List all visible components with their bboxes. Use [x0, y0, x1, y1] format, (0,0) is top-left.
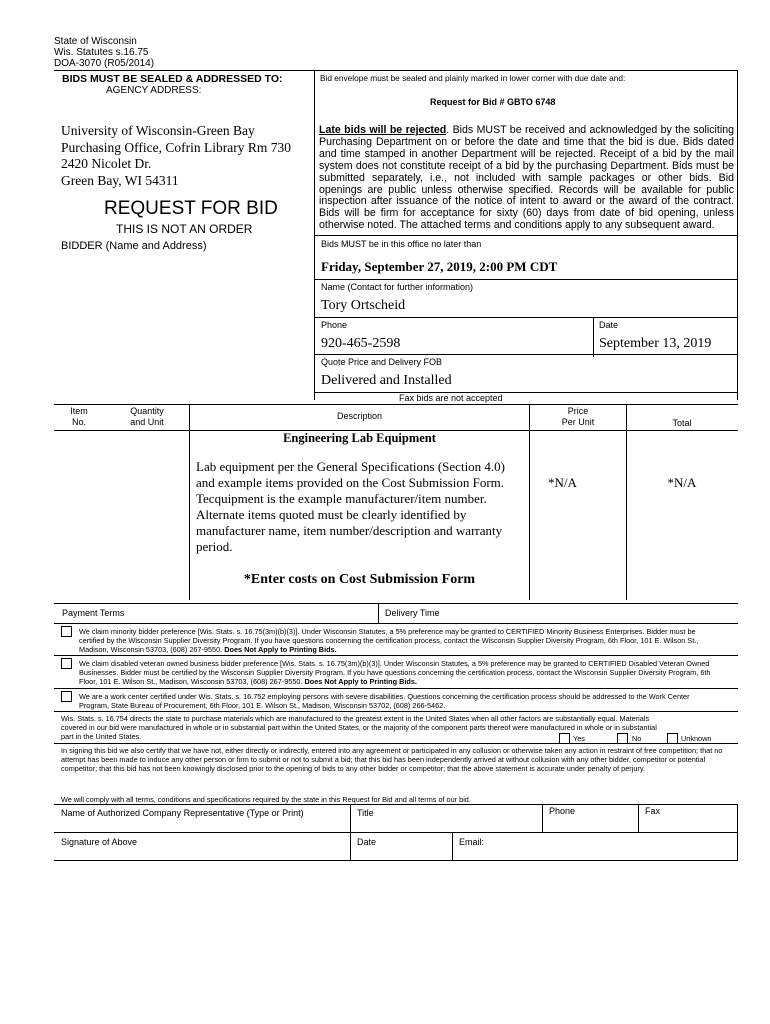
col-price-header: Price Per Unit — [561, 406, 595, 427]
col-total-header: Total — [672, 418, 692, 428]
fax-note: Fax bids are not accepted — [399, 393, 503, 403]
work-center-checkbox[interactable] — [61, 691, 72, 702]
date-value[interactable]: September 13, 2019 — [599, 336, 712, 351]
signature-label: Signature of Above — [61, 837, 138, 847]
late-bids-text: . Bids MUST be received and acknowledged by the soliciting Purchasing Department on or before the date and time that the bid is due. Bids dated and time stamped in another Department will be rejected. Receipt of a bid by the mail system does not constitute receipt of a bid by the purchasing Department. Bids must be submitted separately, i.e., not included with sample packages or other bids. Bid openings are public unless otherwise specified. Records will be available for public inspection after issuance of the notice of intent to award or the award of the contract. Bids will be firm for acceptance for sixty (60) days from date of bid opening, unless otherwise noted. The attached terms and conditions apply to any subsequent award. — [319, 124, 734, 232]
date-label: Date — [599, 320, 619, 330]
col-qty-header: Quantity and Unit — [130, 406, 164, 427]
phone-value[interactable]: 920-465-2598 — [321, 336, 401, 351]
price-per-unit[interactable]: *N/A — [548, 475, 577, 490]
delivery-time-label: Delivery Time — [385, 608, 440, 618]
item-heading: Engineering Lab Equipment — [283, 431, 436, 445]
cost-submission-note: *Enter costs on Cost Submission Form — [243, 572, 476, 587]
sig-date-label: Date — [357, 837, 377, 847]
minority-preference-checkbox[interactable] — [61, 626, 72, 637]
statute-ref: Wis. Statutes s.16.75 — [54, 47, 149, 58]
payment-terms-label: Payment Terms — [62, 608, 125, 618]
agency-address — [61, 123, 291, 189]
fob-value[interactable]: Delivered and Installed — [321, 373, 452, 388]
minority-bold: Does Not Apply to Printing Bids. — [224, 645, 337, 654]
us-made-yes-label: Yes — [573, 734, 585, 743]
col-desc-header: Description — [336, 411, 383, 421]
minority-text: We claim minority bidder preference [Wis. Stats. s. 16.75(3m)(b)(3)]. Under Wisconsin Statutes, a 5% preference may be granted to CERTIFIED Minority Business Enterprises. Bidder must be certified by the Wisconsin Supplier Diversity Program. If you have questions concerning the certification process, contact the Wisconsin Supplier Diversity Program, 6th Floor, 101 E. Wilson St., Madison, Wisconsin 53703, (608) 267-9550. — [79, 627, 699, 654]
envelope-note: Bid envelope must be sealed and plainly marked in lower corner with due date and: — [320, 73, 626, 83]
col-item-header: Item No. — [70, 406, 88, 427]
statute-754-text: Wis. Stats. s. 16.754 directs the state to purchase materials which are manufactured to the greatest extent in the United States when all other factors are substantially equal. Materials covered in our bid were manufactured in whole or in substantial part within the United States, or the majority of the component parts thereof were manufactured in whole or in substantial part in the United States. — [61, 714, 657, 741]
due-datetime[interactable]: Friday, September 27, 2019, 2:00 PM CDT — [321, 259, 558, 274]
bidder-label: BIDDER (Name and Address) — [61, 240, 207, 252]
contact-label: Name (Contact for further information) — [321, 282, 474, 292]
agency-address-label: AGENCY ADDRESS: — [106, 85, 202, 96]
sig-fax-label: Fax — [645, 806, 661, 816]
veteran-preference-text — [79, 659, 719, 686]
us-made-no-label: No — [632, 734, 642, 743]
phone-label: Phone — [321, 320, 348, 330]
late-bids-paragraph — [319, 125, 734, 232]
minority-preference-text — [79, 627, 719, 654]
work-center-text: We are a work center certified under Wis. Stats. s. 16.752 employing persons with severe disabilities. Questions concerning the certification process should be addressed to the Work Center Program, State Bureau of Procurement, 6th Floor, 101 E. Wilson St., Madison, Wisconsin 53702, (608) 266-5462. — [79, 692, 690, 710]
veteran-bold: Does Not Apply to Printing Bids. — [304, 677, 417, 686]
request-for-bid-title: REQUEST FOR BID — [104, 198, 278, 219]
title-label: Title — [357, 808, 374, 818]
contact-name[interactable]: Tory Ortscheid — [321, 298, 406, 313]
certification-text: In signing this bid we also certify that we have not, either directly or indirectly, entered into any agreement or participated in any collusion or otherwise taken any action in restraint of free competition; that no attempt has been made to induce any other person or firm to submit or not to submit a bid; that this bid has been independently arrived at without collusion with any other bidder, competitor or potential competitor; that this bid has not been knowingly disclosed prior to the opening of bids to any other bidder or competitor; that the above statement is accurate under penalty of perjury. — [61, 746, 723, 773]
agency-line-4: Green Bay, WI 54311 — [61, 172, 179, 188]
not-an-order: THIS IS NOT AN ORDER — [116, 222, 253, 236]
rfb-number: Request for Bid # GBTO 6748 — [430, 97, 556, 107]
veteran-preference-checkbox[interactable] — [61, 658, 72, 669]
veteran-text: We claim disabled veteran owned business bidder preference [Wis. Stats. s. 16.75(3m)(b)(3)]. Under Wisconsin Statutes, a 5% preference may be granted to CERTIFIED Disabled Veteran Owned Businesses. Bidder must be certified by the Wisconsin Supplier Diversity Program. If you have questions concerning the certification process, contact the Wisconsin Supplier Diversity Program, 6th Floor, 101 E. Wilson St., Madison, Wisconsin 53703, (608) 267-9550. — [79, 659, 711, 686]
late-bids-heading: Late bids will be rejected — [319, 124, 447, 136]
us-made-unknown-label: Unknown — [681, 734, 712, 743]
bids-sealed-heading: BIDS MUST BE SEALED & ADDRESSED TO: — [62, 73, 283, 85]
total-price[interactable]: *N/A — [667, 475, 697, 490]
sig-phone-label: Phone — [549, 806, 576, 816]
comply-statement: We will comply with all terms, conditions and specifications required by the state in this Request for Bid and all terms of our bid. — [61, 795, 471, 804]
form-number: DOA-3070 (R05/2014) — [54, 58, 155, 69]
state-name: State of Wisconsin — [54, 36, 137, 47]
fob-label: Quote Price and Delivery FOB — [321, 357, 443, 367]
agency-line-3: 2420 Nicolet Dr. — [61, 156, 152, 171]
agency-line-1: University of Wisconsin-Green Bay — [61, 123, 255, 138]
rep-name-label: Name of Authorized Company Representative (Type or Print) — [61, 808, 304, 818]
agency-line-2: Purchasing Office, Cofrin Library Rm 730 — [61, 139, 291, 155]
item-description: Lab equipment per the General Specifications (Section 4.0) and example items provided on the Cost Submission Form. Tecquipment is the example manufacturer/item number. Alternate items quoted must be clearly identified by manufacturer name, item number/description and warranty period. — [196, 459, 506, 554]
due-label: Bids MUST be in this office no later than — [321, 239, 482, 249]
email-label: Email: — [459, 837, 485, 847]
